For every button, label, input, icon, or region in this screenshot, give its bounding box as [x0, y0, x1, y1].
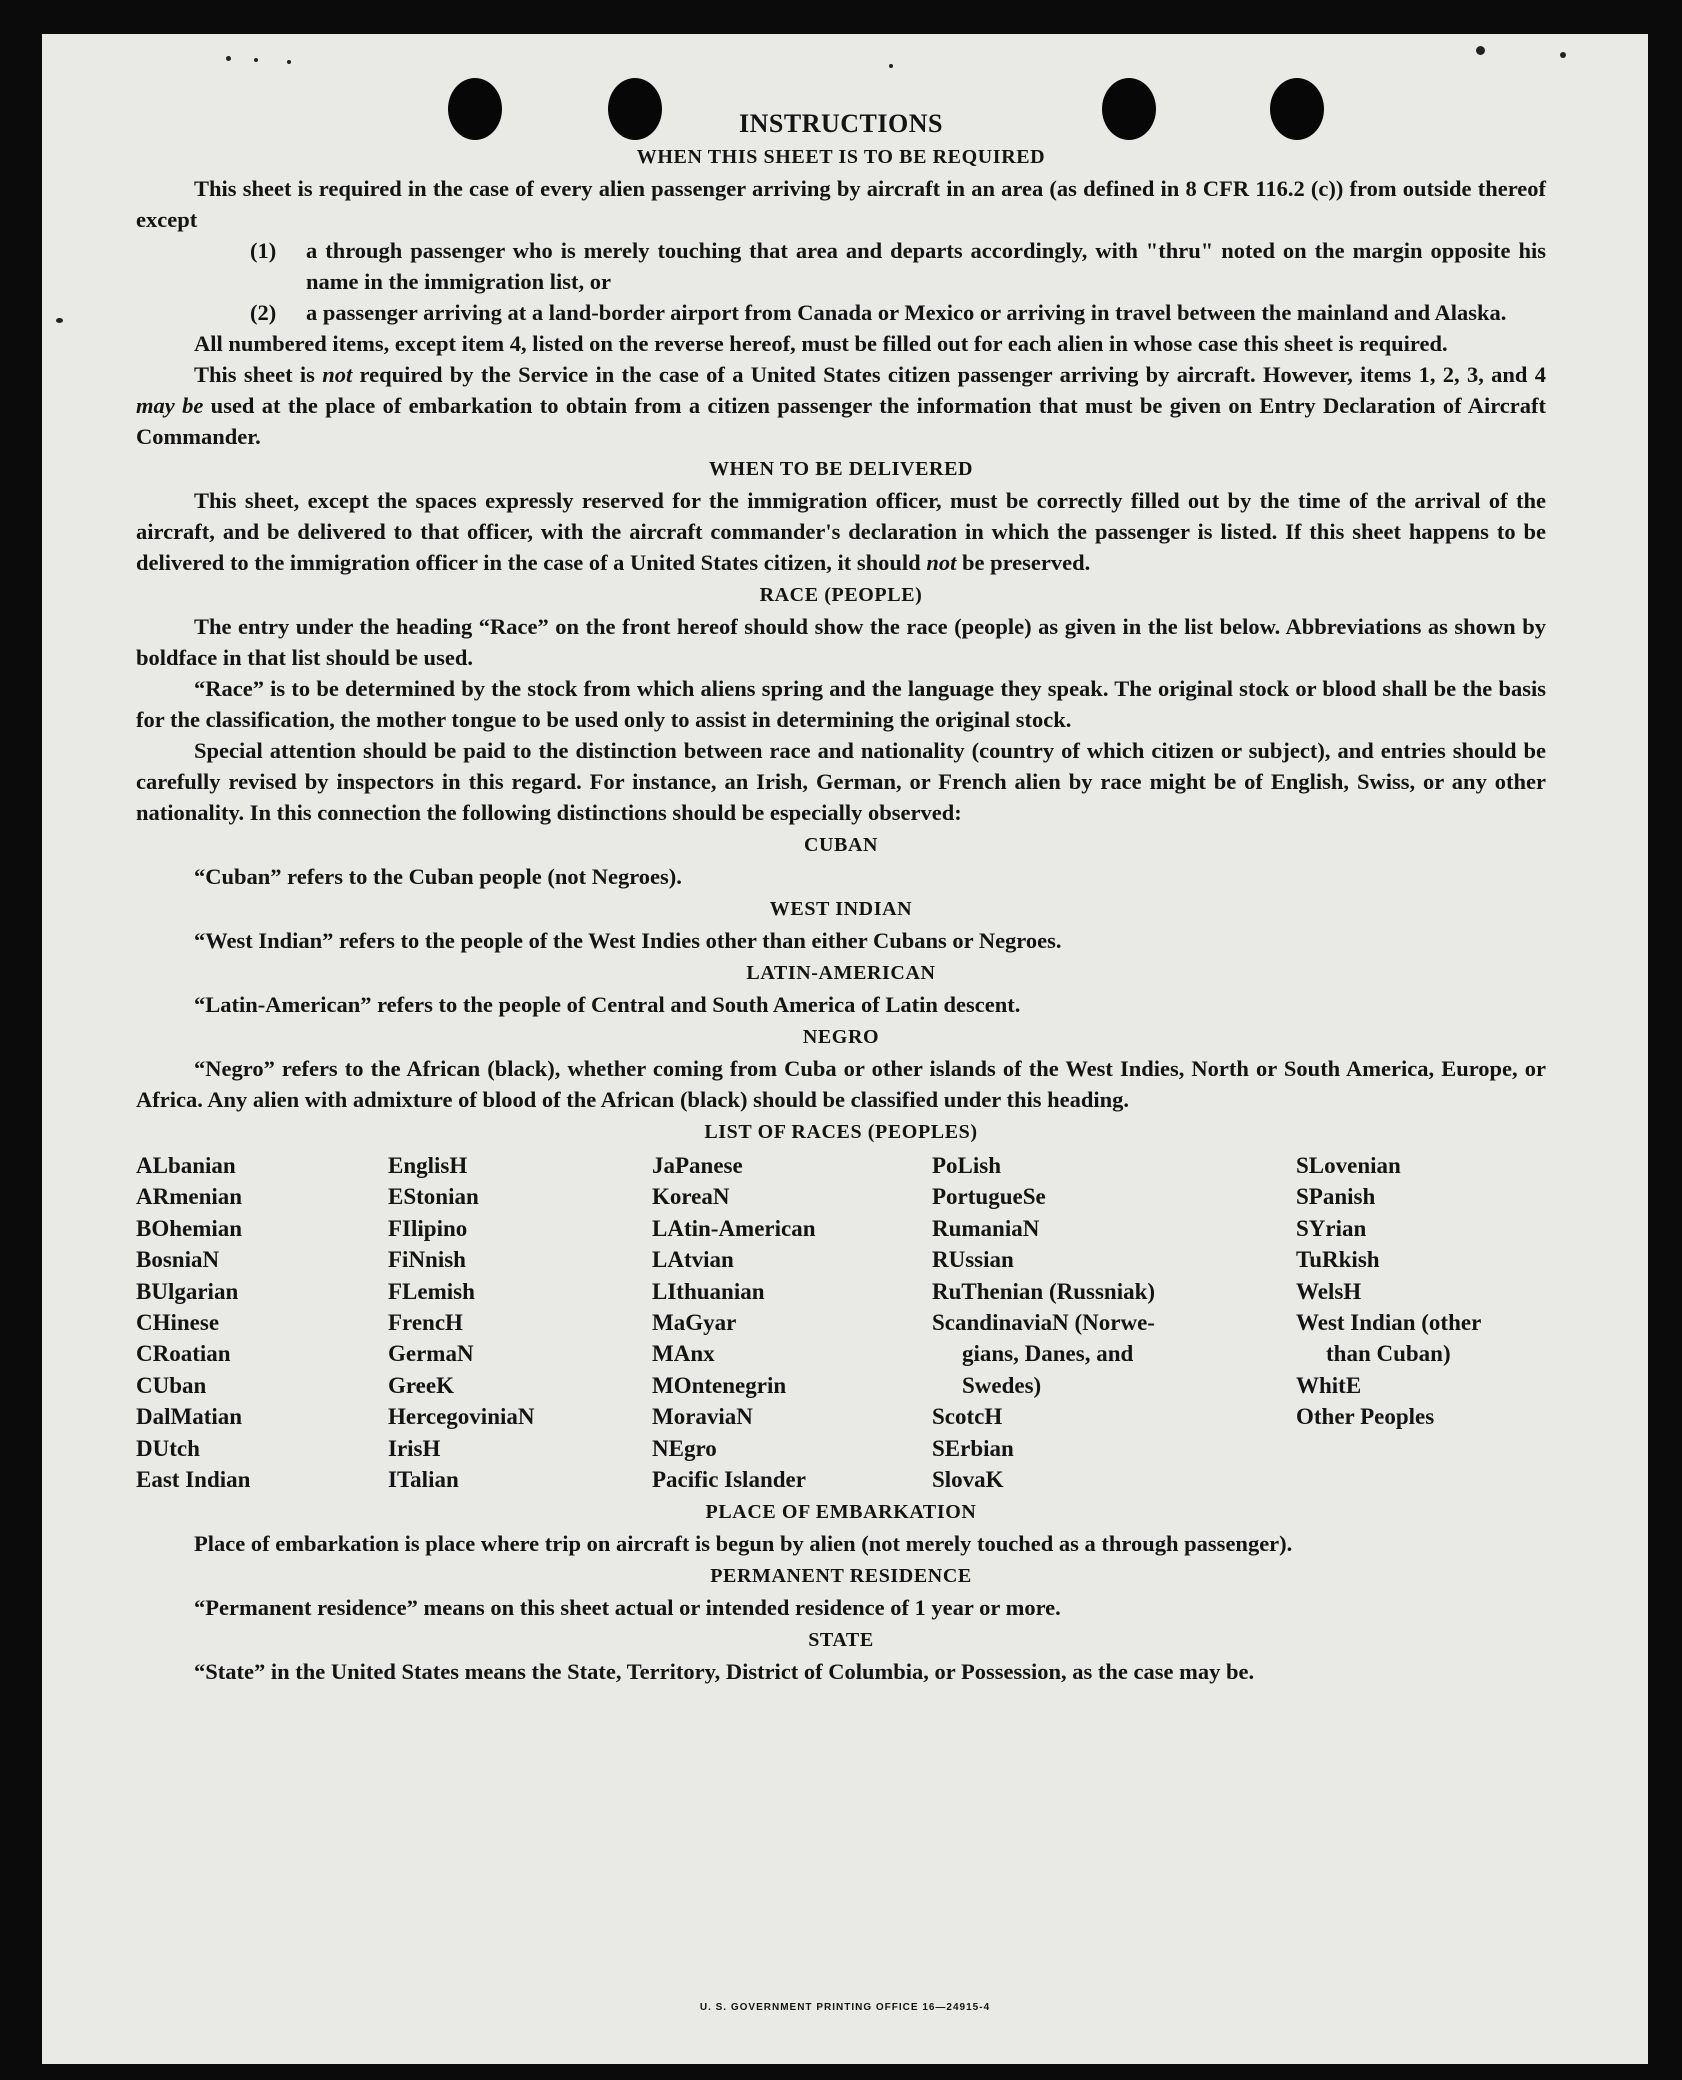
- heading-when-required: WHEN THIS SHEET IS TO BE REQUIRED: [636, 146, 1046, 168]
- races-column-4: [932, 1150, 1296, 1495]
- race-entry: RuThenian (Russniak): [932, 1278, 1156, 1304]
- race-entry: LAtin-American: [652, 1215, 816, 1241]
- ink-speck: [1476, 46, 1485, 55]
- intro-paragraph: This sheet is required in the case of every alien passenger arriving by aircraft in an area (as defined in 8 CFR 116.2 (c)) from outside thereof except: [136, 176, 1546, 232]
- race-entry: SYrian: [1296, 1215, 1367, 1241]
- exception-item: [250, 235, 1546, 297]
- race-entry: KoreaN: [652, 1184, 730, 1210]
- exception-text: a passenger arriving at a land-border airport from Canada or Mexico or arriving in travel between the mainland and Alaska.: [306, 300, 1507, 325]
- race-entry: MoraviaN: [652, 1404, 753, 1430]
- race-paragraph: The entry under the heading “Race” on the front hereof should show the race (people) as given in the list below. Abbreviations as shown by boldface in that list should be used.: [136, 614, 1546, 670]
- race-entry: LIthuanian: [652, 1278, 765, 1304]
- race-entry: EnglisH: [388, 1153, 468, 1178]
- race-entry: DUtch: [136, 1435, 200, 1461]
- heading-permanent-residence: PERMANENT RESIDENCE: [710, 1565, 972, 1588]
- heading-embarkation: PLACE OF EMBARKATION: [705, 1501, 977, 1524]
- west-indian-definition: “West Indian” refers to the people of the West Indies other than either Cubans or Negroes.: [194, 928, 1062, 953]
- race-entry: RumaniaN: [932, 1215, 1040, 1241]
- ink-speck: [226, 56, 231, 61]
- race-entry: Pacific Islander: [652, 1467, 806, 1493]
- race-entry: BUlgarian: [136, 1278, 239, 1304]
- races-column-5: [1296, 1150, 1536, 1495]
- exception-text: a through passenger who is merely touching that area and departs accordingly, with "thru" noted on the margin opposite his name in the immigration list, or: [306, 238, 1546, 294]
- citizen-paragraph: This sheet is not required by the Service in the case of a United States citizen passenger arriving by aircraft. However, items 1, 2, 3, and 4 may be used at the place of embarkation to obtain from a citizen passenger the information that must be given on Entry Declaration of Aircraft Commander.: [136, 362, 1546, 449]
- residence-definition: “Permanent residence” means on this sheet actual or intended residence of 1 year or more.: [194, 1595, 1061, 1621]
- race-nationality-paragraph: Special attention should be paid to the distinction between race and nationality (country of which citizen or subject), and entries should be carefully revised by inspectors in this regard. For instance, an Irish, German, or French alien by race might be of English, Swiss, or any other nationality. In this connection the following distinctions should be especially observed:: [136, 738, 1546, 825]
- race-entry: West Indian (other: [1296, 1310, 1482, 1336]
- race-entry: DalMatian: [136, 1404, 243, 1430]
- race-entry: GreeK: [388, 1372, 454, 1398]
- race-entry: SLovenian: [1296, 1153, 1401, 1178]
- race-entry: CUban: [136, 1372, 207, 1398]
- race-entry: FIlipino: [388, 1215, 468, 1241]
- exception-item: [250, 297, 1546, 328]
- ink-speck: [889, 64, 893, 68]
- race-entry: FLemish: [388, 1278, 475, 1304]
- latin-american-definition: “Latin-American” refers to the people of Central and South America of Latin descent.: [194, 992, 1021, 1017]
- race-entry: NEgro: [652, 1435, 717, 1461]
- exception-number: (1): [250, 238, 277, 263]
- heading-latin-american: LATIN-AMERICAN: [746, 962, 936, 984]
- race-entry: BOhemian: [136, 1215, 243, 1241]
- race-entry: LAtvian: [652, 1247, 734, 1273]
- heading-when-delivered: WHEN TO BE DELIVERED: [708, 458, 974, 480]
- heading-race: RACE (PEOPLE): [759, 584, 923, 606]
- race-entry: ARmenian: [136, 1184, 243, 1210]
- race-entry: ScotcH: [932, 1404, 1003, 1430]
- state-definition: “State” in the United States means the State, Territory, District of Columbia, or Possession, as the case may be.: [194, 1659, 1255, 1685]
- race-entry: ALbanian: [136, 1153, 236, 1178]
- race-entry: JaPanese: [652, 1153, 743, 1178]
- race-entry: MaGyar: [652, 1310, 737, 1336]
- page-title: INSTRUCTIONS: [739, 109, 943, 138]
- races-column-2: [388, 1150, 652, 1495]
- ink-speck: [287, 60, 291, 64]
- race-entry-continued: than Cuban): [1326, 1341, 1451, 1367]
- race-entry: PoLish: [932, 1153, 1002, 1178]
- race-entry: TuRkish: [1296, 1247, 1380, 1273]
- race-entry-continued: gians, Danes, and: [962, 1341, 1134, 1367]
- race-entry: PortugueSe: [932, 1184, 1046, 1210]
- heading-list-of-races: LIST OF RACES (PEOPLES): [704, 1121, 978, 1143]
- race-entry: East Indian: [136, 1467, 251, 1493]
- ink-speck: [254, 58, 258, 62]
- race-entry: IrisH: [388, 1435, 441, 1461]
- heading-west-indian: WEST INDIAN: [769, 898, 913, 920]
- race-entry: WhitE: [1296, 1372, 1362, 1398]
- race-entry: MAnx: [652, 1341, 715, 1367]
- exception-number: (2): [250, 300, 277, 325]
- cuban-definition: “Cuban” refers to the Cuban people (not Negroes).: [194, 864, 682, 889]
- race-entry: MOntenegrin: [652, 1372, 787, 1398]
- race-entry: ITalian: [388, 1467, 459, 1493]
- race-entry: Other Peoples: [1296, 1404, 1435, 1430]
- race-entry-continued: Swedes): [962, 1372, 1042, 1398]
- negro-definition: “Negro” refers to the African (black), whether coming from Cuba or other islands of the West Indies, North or South America, Europe, or Africa. Any alien with admixture of blood of the African (black) should be classified under this heading.: [136, 1056, 1546, 1112]
- race-entry: EStonian: [388, 1184, 479, 1210]
- document-page: [42, 34, 1648, 2064]
- race-entry: FrencH: [388, 1310, 463, 1336]
- printing-office-footer: U. S. GOVERNMENT PRINTING OFFICE 16—24915-4: [699, 2002, 991, 2013]
- race-entry: WelsH: [1296, 1278, 1362, 1304]
- races-table: [136, 1150, 1546, 1495]
- race-entry: GermaN: [388, 1341, 474, 1367]
- races-column-1: [136, 1150, 388, 1495]
- race-entry: BosniaN: [136, 1247, 220, 1273]
- race-stock-paragraph: “Race” is to be determined by the stock from which aliens spring and the language they speak. The original stock or blood shall be the basis for the classification, the mother tongue to be used only to assist in determining the original stock.: [136, 676, 1546, 732]
- race-entry: FiNnish: [388, 1247, 466, 1273]
- race-entry: SlovaK: [932, 1467, 1004, 1493]
- numbered-items-paragraph: All numbered items, except item 4, listed on the reverse hereof, must be filled out for each alien in whose case this sheet is required.: [194, 331, 1448, 356]
- race-entry: CHinese: [136, 1310, 220, 1336]
- ink-speck: [1560, 52, 1566, 58]
- instructions-body: [136, 108, 1546, 1687]
- race-entry: RUssian: [932, 1247, 1014, 1273]
- delivery-paragraph: This sheet, except the spaces expressly reserved for the immigration officer, must be correctly filled out by the time of the arrival of the aircraft, and be delivered to that officer, with the aircraft commander's declaration in which the passenger is listed. If this sheet happens to be delivered to the immigration officer in the case of a United States citizen, it should not be preserved.: [136, 488, 1546, 575]
- heading-state: STATE: [808, 1629, 874, 1652]
- race-entry: HercegoviniaN: [388, 1404, 535, 1430]
- race-entry: ScandinaviaN (Norwe-: [932, 1310, 1155, 1336]
- races-column-3: [652, 1150, 932, 1495]
- heading-cuban: CUBAN: [803, 834, 879, 856]
- ink-speck: [56, 318, 63, 323]
- embarkation-definition: Place of embarkation is place where trip on aircraft is begun by alien (not merely touched as a through passenger).: [194, 1531, 1293, 1557]
- race-entry: CRoatian: [136, 1341, 231, 1367]
- heading-negro: NEGRO: [802, 1026, 880, 1048]
- race-entry: SErbian: [932, 1435, 1014, 1461]
- race-entry: SPanish: [1296, 1184, 1376, 1210]
